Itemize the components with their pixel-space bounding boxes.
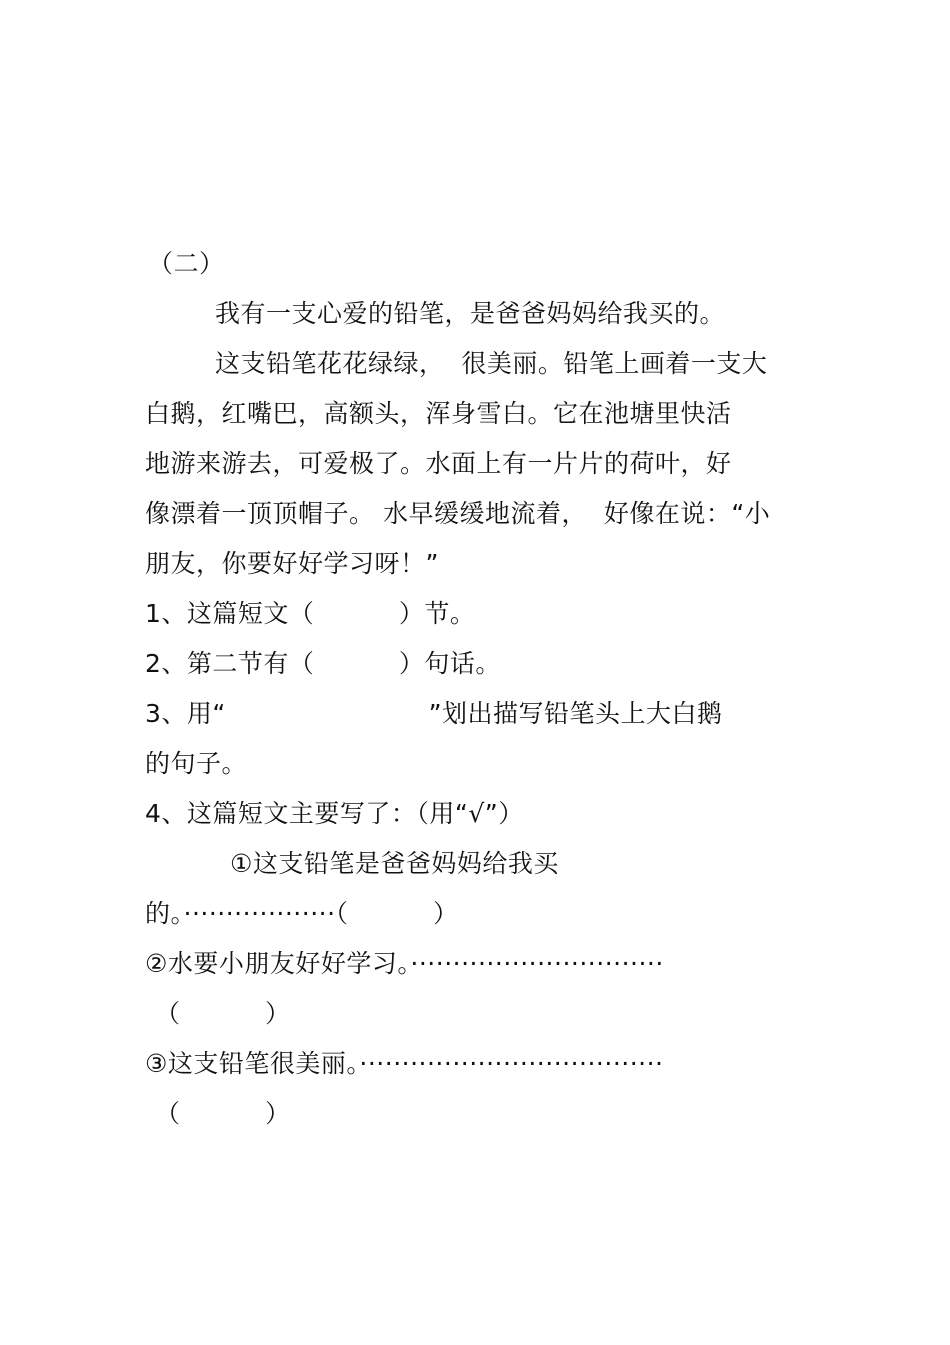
option-3-answer-blank: （ ） xyxy=(155,1099,291,1128)
passage-line-6: 朋友，你要好好学习呀！” xyxy=(145,549,439,578)
option-2-answer-blank: （ ） xyxy=(155,999,291,1028)
option-2-line-1: ②水要小朋友好好学习。······························ xyxy=(145,949,664,978)
section-label: （二） xyxy=(148,249,225,278)
option-1-line-2: 的。··················（ ） xyxy=(145,899,459,928)
passage-line-3: 白鹅，红嘴巴，高额头，浑身雪白。它在池塘里快活 xyxy=(145,399,732,428)
option-1-line-1: ①这支铅笔是爸爸妈妈给我买 xyxy=(230,849,559,878)
option-3-line-1: ③这支铅笔很美丽。···································· xyxy=(145,1049,664,1078)
passage-line-2: 这支铅笔花花绿绿， 很美丽。铅笔上画着一支大 xyxy=(215,349,768,378)
question-3-continued: 的句子。 xyxy=(145,749,248,778)
passage-line-4: 地游来游去，可爱极了。水面上有一片片的荷叶，好 xyxy=(145,449,732,478)
question-1: 1、这篇短文（ ）节。 xyxy=(145,599,476,628)
question-3: 3、用“ ”划出描写铅笔头上大白鹅 xyxy=(145,699,723,728)
passage-line-1: 我有一支心爱的铅笔，是爸爸妈妈给我买的。 xyxy=(215,299,726,328)
question-2: 2、第二节有（ ）句话。 xyxy=(145,649,501,678)
passage-line-5: 像漂着一顶顶帽子。 水早缓缓地流着， 好像在说：“小 xyxy=(145,499,771,528)
question-4: 4、这篇短文主要写了：（用“√”） xyxy=(145,799,524,828)
